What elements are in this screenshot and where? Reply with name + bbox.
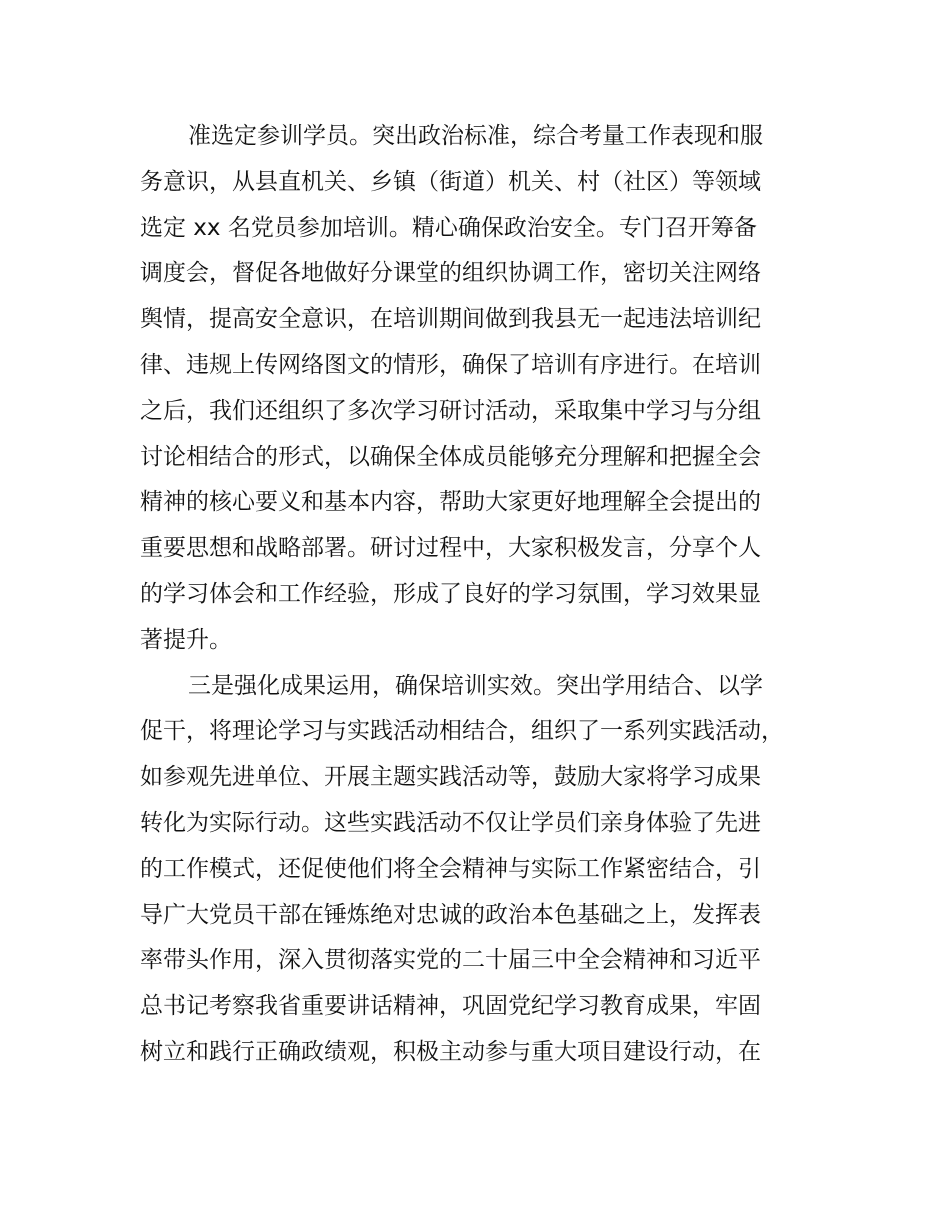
paragraph-1 [140, 114, 840, 664]
paragraph-line: 著提升。 [140, 626, 232, 653]
paragraph-line: 准选定参训学员。突出政治标准，综合考量工作表现和服 [188, 123, 763, 149]
paragraph-line: 转化为实际行动。这些实践活动不仅让学员们亲身体验了先进 [140, 809, 761, 836]
paragraph-line: 精神的核心要义和基本内容，帮助大家更好地理解全会提出的 [140, 489, 761, 516]
paragraph-line: 律、违规上传网络图文的情形，确保了培训有序进行。在培训 [140, 351, 761, 378]
paragraph-line: 务意识，从县直机关、乡镇（街道）机关、村（社区）等领域 [140, 168, 761, 195]
paragraph-line: 树立和践行正确政绩观，积极主动参与重大项目建设行动，在 [140, 1038, 761, 1065]
paragraph-line: 总书记考察我省重要讲话精神，巩固党纪学习教育成果，牢固 [140, 993, 761, 1020]
paragraph-line: 如参观先进单位、开展主题实践活动等，鼓励大家将学习成果 [140, 764, 761, 791]
document-body [140, 114, 840, 1076]
paragraph-line: 之后，我们还组织了多次学习研讨活动，采取集中学习与分组 [140, 397, 761, 424]
paragraph-line: 重要思想和战略部署。研讨过程中，大家积极发言，分享个人 [140, 535, 761, 562]
paragraph-line: 舆情，提高安全意识，在培训期间做到我县无一起违法培训纪 [140, 306, 761, 333]
paragraph-line: 讨论相结合的形式，以确保全体成员能够充分理解和把握全会 [140, 443, 761, 470]
paragraph-line: 选定 xx 名党员参加培训。精心确保政治安全。专门召开筹备 [140, 214, 757, 241]
paragraph-line: 导广大党员干部在锤炼绝对忠诚的政治本色基础之上，发挥表 [140, 901, 761, 928]
paragraph-2 [140, 664, 840, 1076]
paragraph-line: 的工作模式，还促使他们将全会精神与实际工作紧密结合，引 [140, 855, 761, 882]
paragraph-line: 率带头作用，深入贯彻落实党的二十届三中全会精神和习近平 [140, 947, 761, 974]
paragraph-line: 的学习体会和工作经验，形成了良好的学习氛围，学习效果显 [140, 580, 761, 607]
paragraph-line: 促干，将理论学习与实践活动相结合，组织了一系列实践活动， [140, 718, 784, 745]
paragraph-line: 调度会，督促各地做好分课堂的组织协调工作，密切关注网络 [140, 260, 761, 287]
paragraph-line: 三是强化成果运用，确保培训实效。突出学用结合、以学 [188, 672, 763, 699]
